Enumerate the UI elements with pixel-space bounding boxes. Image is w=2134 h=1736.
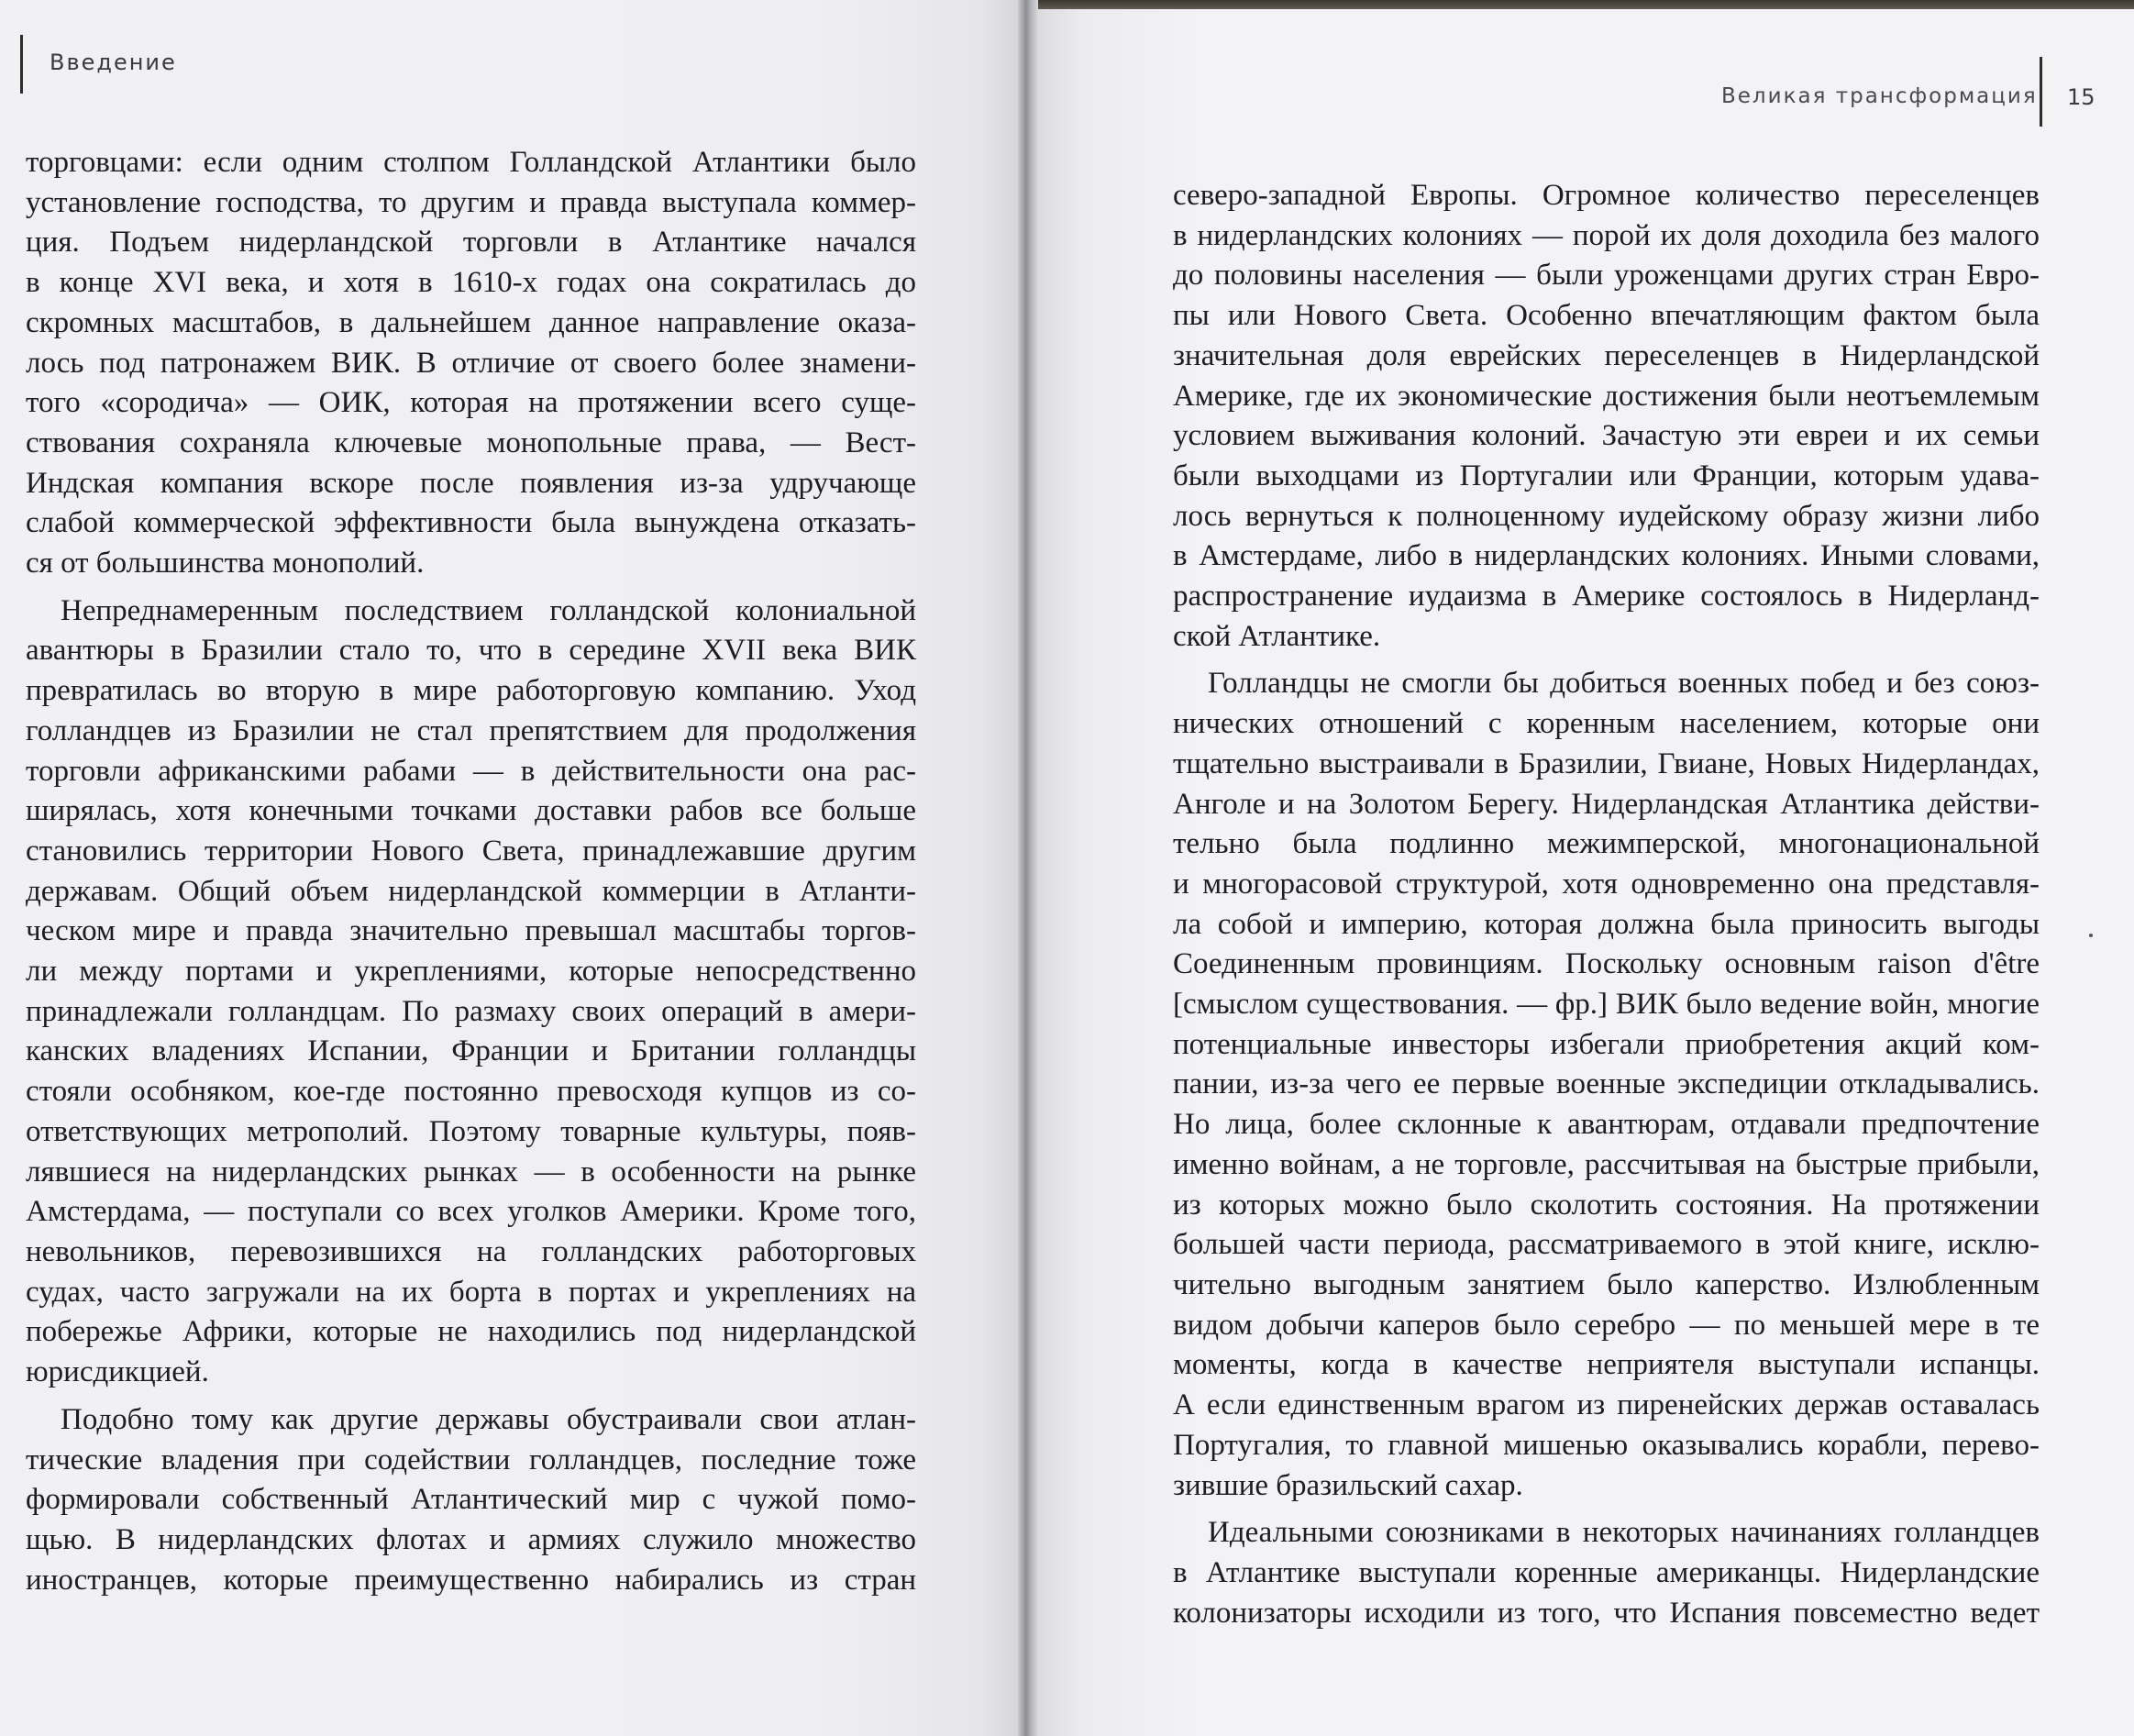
page-speck	[2089, 934, 2093, 937]
text-line: большей части периода, рассматриваемого в этой книге, исклю-	[1173, 1228, 2040, 1262]
text-line: Португалия, то главной мишенью оказывались корабли, перево-	[1173, 1428, 2040, 1462]
text-line: пании, из-за чего ее первые военные экспедиции откладывались.	[1173, 1067, 2040, 1101]
text-line: Индская компания вскоре после появления из-за удручающе	[26, 466, 916, 500]
book-gutter	[1018, 0, 1038, 1736]
text-line: потенциальные инвесторы избегали приобретения акций ком-	[1173, 1027, 2040, 1061]
text-line: в конце XVI века, и хотя в 1610-х годах она сократилась до	[26, 266, 916, 300]
text-line: лявшиеся на нидерландских рынках — в особенности на рынке	[26, 1155, 916, 1189]
text-line: [смыслом существования. — фр.] ВИК было ведение войн, многие	[1173, 988, 2040, 1022]
text-line: моменты, когда в качестве неприятеля выступали испанцы.	[1173, 1348, 2040, 1382]
text-line: нических отношений с коренным населением, которые они	[1173, 707, 2040, 741]
left-page-body	[26, 143, 916, 1600]
text-line: Соединенным провинциям. Поскольку основным raison d'être	[1173, 947, 2040, 981]
text-line: побережье Африки, которые не находились под нидерландской	[26, 1315, 916, 1349]
text-line: тщательно выстраивали в Бразилии, Гвиане, Новых Нидерландах,	[1173, 746, 2040, 780]
text-line: тические владения при содействии голландцев, последние тоже	[26, 1443, 916, 1476]
text-line: ствования сохраняла ключевые монопольные права, — Вест-	[26, 426, 916, 459]
text-line: невольников, перевозившихся на голландских работорговых	[26, 1234, 916, 1268]
paragraph-first-line: Подобно тому как другие державы обустраивали свои атлан-	[61, 1402, 916, 1436]
text-line: принадлежали голландцам. По размаху своих операций в амери-	[26, 994, 916, 1028]
text-line: ция. Подъем нидерландской торговли в Атлантике начался	[26, 226, 916, 260]
text-line: авантюры в Бразилии стало то, что в середине XVII века ВИК	[26, 634, 916, 668]
text-line: северо-западной Европы. Огромное количество переселенцев	[1173, 179, 2040, 212]
text-line: Амстердама, — поступали со всех уголков Америки. Кроме того,	[26, 1195, 916, 1229]
text-line: значительная доля еврейских переселенцев в Нидерландской	[1173, 338, 2040, 372]
text-line: канских владениях Испании, Франции и Британии голландцы	[26, 1034, 916, 1068]
text-line: того «сородича» — ОИК, которая на протяжении всего суще-	[26, 386, 916, 420]
text-line: чительно выгодным занятием было каперство. Излюбленным	[1173, 1267, 2040, 1301]
running-header-rule	[20, 35, 23, 94]
text-line: Анголе и на Золотом Берегу. Нидерландская Атлантика действи-	[1173, 787, 2040, 821]
page-number: 15	[2067, 84, 2095, 110]
text-line: условием выживания колоний. Зачастую эти евреи и их семьи	[1173, 419, 2040, 453]
text-line: колонизаторы исходили из того, что Испания повсеместно ведет	[1173, 1596, 2040, 1630]
text-line: ширялась, хотя конечными точками доставки рабов все больше	[26, 794, 916, 828]
running-header-left: Введение	[50, 50, 177, 75]
text-line: щью. В нидерландских флотах и армиях служило множество	[26, 1522, 916, 1556]
text-line: становились территории Нового Света, принадлежавшие другим	[26, 834, 916, 868]
text-line: ли между портами и укреплениями, которые непосредственно	[26, 955, 916, 989]
running-header-rule	[2040, 57, 2042, 127]
text-line: пы или Нового Света. Особенно впечатляющим фактом была	[1173, 299, 2040, 333]
text-line: именно войнам, а не торговле, рассчитывая на быстрые прибыли,	[1173, 1147, 2040, 1181]
text-line: превратилась во вторую в мире работорговую компанию. Уход	[26, 674, 916, 708]
paragraph-first-line: Непреднамеренным последствием голландской колониальной	[61, 593, 916, 627]
paragraph-first-line: Голландцы не смогли бы добиться военных побед и без союз-	[1208, 667, 2040, 701]
text-line: торговцами: если одним столпом Голландской Атлантики было	[26, 146, 916, 179]
right-page-body	[1173, 176, 2040, 1633]
text-line: скромных масштабов, в дальнейшем данное направление оказа-	[26, 305, 916, 339]
text-line: ся от большинства монополий.	[26, 547, 425, 581]
text-line: судах, часто загружали на их борта в портах и укреплениях на	[26, 1275, 916, 1309]
text-line: ла собой и империю, которая должна была приносить выгоды	[1173, 907, 2040, 941]
text-line: ответствующих метрополий. Поэтому товарные культуры, появ-	[26, 1114, 916, 1148]
text-line: ческом мире и правда значительно превышал масштабы торгов-	[26, 914, 916, 948]
left-page	[0, 0, 1022, 1736]
text-line: до половины населения — были уроженцами других стран Евро-	[1173, 259, 2040, 293]
text-line: зившие бразильский сахар.	[1173, 1468, 1523, 1502]
text-line: формировали собственный Атлантический мир с чужой помо-	[26, 1483, 916, 1517]
text-line: слабой коммерческой эффективности была вынуждена отказать-	[26, 506, 916, 540]
text-line: иностранцев, которые преимущественно набирались из стран	[26, 1563, 916, 1597]
text-line: из которых можно было сколотить состояния. На протяжении	[1173, 1188, 2040, 1222]
text-line: лось под патронажем ВИК. В отличие от своего более знамени-	[26, 346, 916, 380]
text-line: и многорасовой структурой, хотя одновременно она представля-	[1173, 867, 2040, 901]
text-line: Америке, где их экономические достижения были неотъемлемым	[1173, 379, 2040, 413]
text-line: голландцев из Бразилии не стал препятствием для продолжения	[26, 713, 916, 747]
text-line: державам. Общий объем нидерландской коммерции в Атланти-	[26, 874, 916, 908]
text-line: установление господства, то другим и правда выступала коммер-	[26, 185, 916, 219]
text-line: в нидерландских колониях — порой их доля доходила без малого	[1173, 218, 2040, 252]
text-line: тельно была подлинно межимперской, многонациональной	[1173, 827, 2040, 861]
text-line: в Атлантике выступали коренные американцы. Нидерландские	[1173, 1555, 2040, 1589]
text-line: ской Атлантике.	[1173, 619, 1381, 653]
running-header-right: Великая трансформация	[1721, 84, 2038, 108]
text-line: стояли особняком, кое-где постоянно превосходя купцов из со-	[26, 1075, 916, 1109]
text-line: Но лица, более склонные к авантюрам, отдавали предпочтение	[1173, 1108, 2040, 1142]
text-line: распространение иудаизма в Америке состоялось в Нидерланд-	[1173, 580, 2040, 614]
text-line: лось вернуться к полноценному иудейскому образу жизни либо	[1173, 499, 2040, 533]
text-line: в Амстердаме, либо в нидерландских колониях. Иными словами,	[1173, 539, 2040, 573]
text-line: А если единственным врагом из пиренейских держав оставалась	[1173, 1388, 2040, 1422]
right-page	[1038, 9, 2134, 1736]
text-line: торговли африканскими рабами — в действительности она рас-	[26, 754, 916, 788]
text-line: были выходцами из Португалии или Франции, которым удава-	[1173, 459, 2040, 492]
paragraph-first-line: Идеальными союзниками в некоторых начинаниях голландцев	[1208, 1516, 2040, 1550]
text-line: юрисдикцией.	[26, 1355, 209, 1389]
text-line: видом добычи каперов было серебро — по меньшей мере в те	[1173, 1308, 2040, 1342]
